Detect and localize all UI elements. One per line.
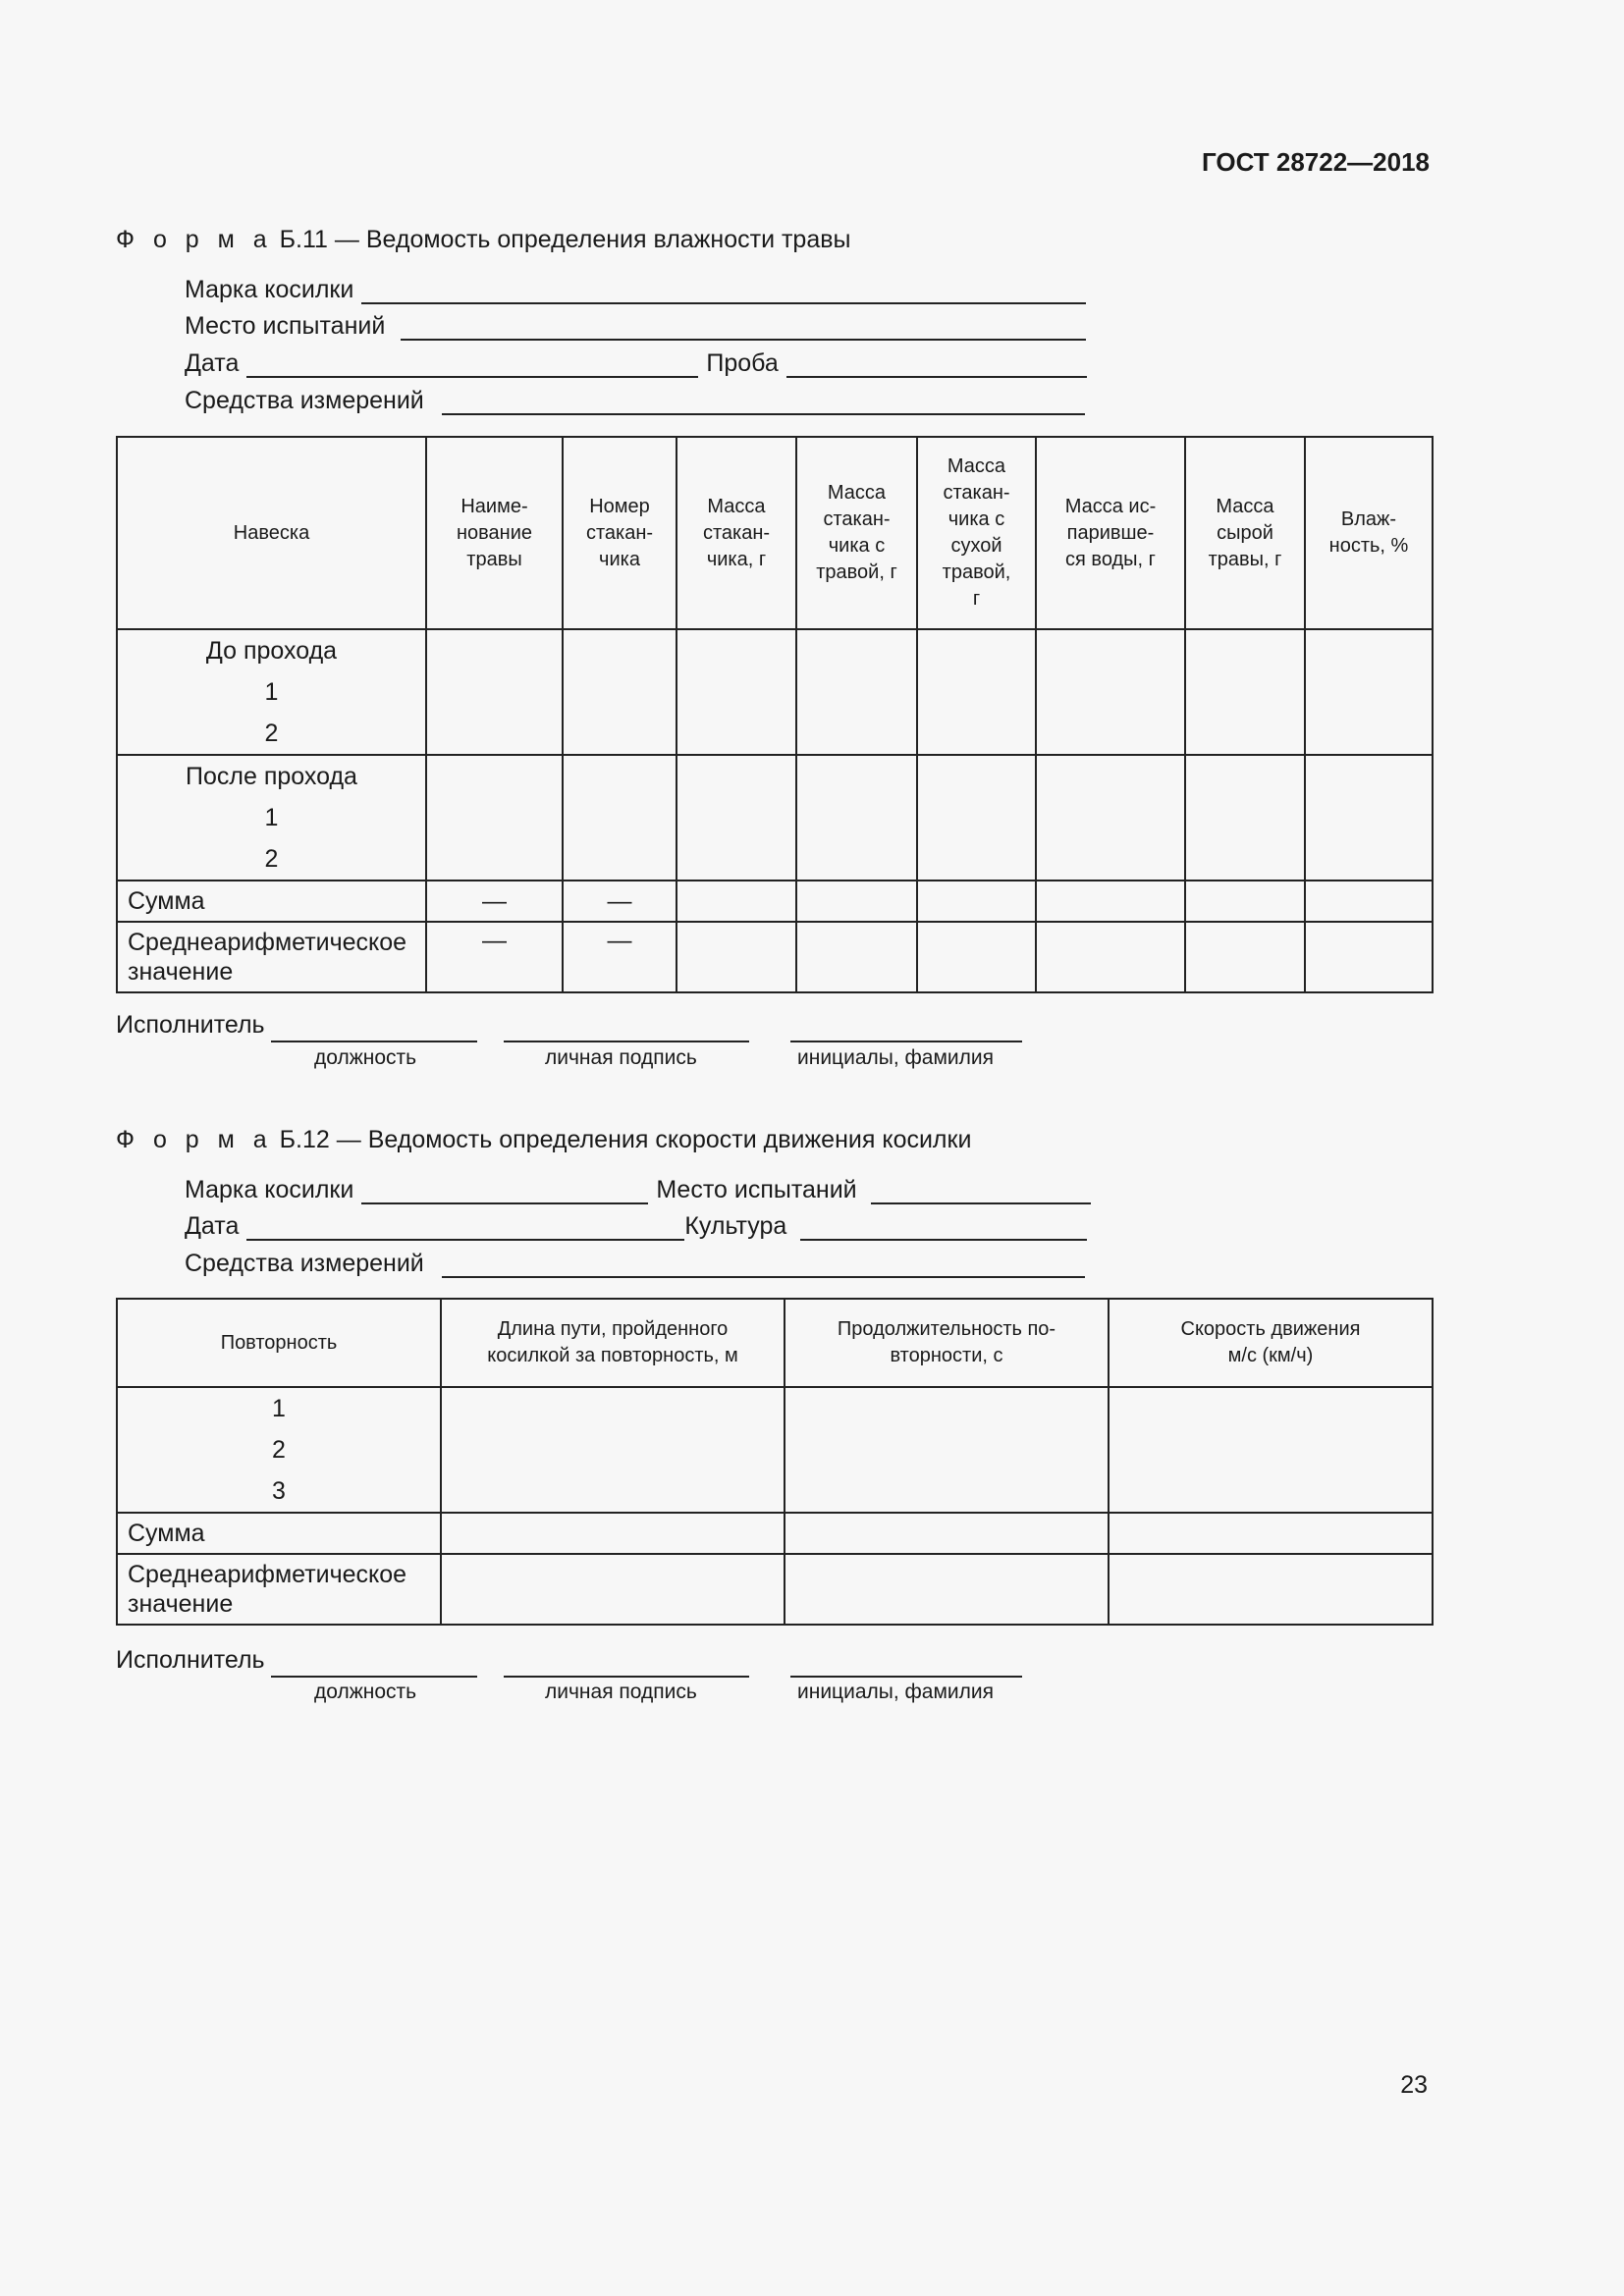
- instruments-field[interactable]: [442, 1253, 1085, 1278]
- form-12-brand-row: [185, 1173, 1091, 1204]
- table-cell[interactable]: [796, 881, 917, 922]
- place-label: Место испытаний: [656, 1176, 857, 1203]
- table-cell[interactable]: [1109, 1387, 1433, 1513]
- table-cell[interactable]: [1305, 881, 1433, 922]
- mean-label: Среднеарифметическое значение: [117, 922, 426, 992]
- crop-label: Культура: [684, 1212, 787, 1240]
- form-11-instruments-row: [185, 384, 1085, 415]
- table-cell[interactable]: [677, 755, 796, 881]
- speed-table: [116, 1298, 1434, 1626]
- executor-label: Исполнитель: [116, 1011, 265, 1039]
- col-header: Длина пути, пройденного косилкой за повторность, м: [441, 1299, 785, 1387]
- table-cell[interactable]: [796, 755, 917, 881]
- form-12-title-rest: Б.12 — Ведомость определения скорости движения косилки: [272, 1126, 972, 1153]
- table-cell[interactable]: [785, 1513, 1109, 1554]
- page-number: 23: [1400, 2071, 1428, 2099]
- brand-field[interactable]: [361, 1179, 648, 1204]
- brand-label: Марка косилки: [185, 276, 354, 303]
- date-field[interactable]: [246, 352, 698, 378]
- date-label: Дата: [185, 1212, 240, 1240]
- repeats-cell: [117, 1387, 441, 1513]
- row-label: После прохода: [186, 763, 357, 790]
- position-line[interactable]: [271, 1652, 477, 1678]
- table-cell[interactable]: [1036, 755, 1185, 881]
- table-row: [117, 1554, 1433, 1625]
- after-pass-cell: [117, 755, 426, 881]
- sum-label: Сумма: [117, 1513, 441, 1554]
- table-cell[interactable]: [677, 881, 796, 922]
- form-11-title: [116, 226, 851, 254]
- row-number: 2: [264, 720, 279, 747]
- table-cell[interactable]: [563, 755, 677, 881]
- form-11-brand-row: [185, 273, 1086, 304]
- table-cell[interactable]: [677, 922, 796, 992]
- before-pass-cell: [117, 629, 426, 755]
- table-cell[interactable]: [917, 922, 1036, 992]
- col-header: Масса стакан- чика, г: [677, 437, 796, 629]
- table-cell[interactable]: [441, 1387, 785, 1513]
- table-cell[interactable]: [1305, 755, 1433, 881]
- name-caption: инициалы, фамилия: [797, 1681, 994, 1703]
- moisture-table: [116, 436, 1434, 993]
- table-cell[interactable]: [563, 629, 677, 755]
- table-cell[interactable]: [796, 629, 917, 755]
- repeat-number: 1: [272, 1395, 286, 1422]
- dash-cell: —: [563, 922, 677, 992]
- dash-cell: —: [563, 881, 677, 922]
- form-12-title-prefix: Ф о р м а: [116, 1126, 273, 1153]
- table-cell[interactable]: [441, 1554, 785, 1625]
- sample-label: Проба: [706, 349, 779, 377]
- signature-line[interactable]: [504, 1017, 749, 1042]
- mean-label: Среднеарифметическое значение: [117, 1554, 441, 1625]
- table-row: [117, 881, 1433, 922]
- table-cell[interactable]: [426, 755, 563, 881]
- form-12-instruments-row: [185, 1247, 1085, 1278]
- table-cell[interactable]: [1185, 629, 1305, 755]
- place-field[interactable]: [401, 315, 1086, 341]
- form-12-date-row: [185, 1209, 1087, 1241]
- table-cell[interactable]: [1185, 922, 1305, 992]
- table-cell[interactable]: [1185, 755, 1305, 881]
- dash-cell: —: [426, 881, 563, 922]
- sample-field[interactable]: [786, 352, 1087, 378]
- table-cell[interactable]: [917, 755, 1036, 881]
- table-cell[interactable]: [1185, 881, 1305, 922]
- form-11-place-row: [185, 309, 1086, 341]
- form-12-title: [116, 1126, 971, 1154]
- instruments-label: Средства измерений: [185, 1250, 424, 1277]
- table-cell[interactable]: [1036, 922, 1185, 992]
- table-cell[interactable]: [1305, 922, 1433, 992]
- table-cell[interactable]: [441, 1513, 785, 1554]
- row-number: 2: [264, 845, 279, 873]
- col-header: Масса ис- паривше- ся воды, г: [1036, 437, 1185, 629]
- name-line[interactable]: [790, 1652, 1022, 1678]
- row-number: 1: [264, 678, 279, 706]
- position-line[interactable]: [271, 1017, 477, 1042]
- col-header: Масса стакан- чика с сухой травой, г: [917, 437, 1036, 629]
- col-header: Влаж- ность, %: [1305, 437, 1433, 629]
- col-header: Навеска: [117, 437, 426, 629]
- table-cell[interactable]: [796, 922, 917, 992]
- table-cell[interactable]: [1109, 1554, 1433, 1625]
- table-cell[interactable]: [1109, 1513, 1433, 1554]
- table-cell[interactable]: [1036, 629, 1185, 755]
- place-label: Место испытаний: [185, 312, 386, 340]
- col-header: Повторность: [117, 1299, 441, 1387]
- repeat-number: 3: [272, 1477, 286, 1505]
- table-row: [117, 629, 1433, 755]
- row-number: 1: [264, 804, 279, 831]
- name-line[interactable]: [790, 1017, 1022, 1042]
- position-caption: должность: [314, 1046, 417, 1069]
- signature-line[interactable]: [504, 1652, 749, 1678]
- signature-caption: личная подпись: [545, 1046, 697, 1069]
- table-row: [117, 922, 1433, 992]
- sum-label: Сумма: [117, 881, 426, 922]
- row-label: До прохода: [205, 637, 338, 665]
- place-field[interactable]: [871, 1179, 1091, 1204]
- form-11-date-row: [185, 347, 1087, 378]
- table-cell[interactable]: [1305, 629, 1433, 755]
- date-label: Дата: [185, 349, 240, 377]
- col-header: Масса стакан- чика с травой, г: [796, 437, 917, 629]
- document-code: ГОСТ 28722—2018: [1202, 147, 1430, 177]
- table-header-row: [117, 1299, 1433, 1387]
- form-11-title-prefix: Ф о р м а: [116, 226, 273, 253]
- table-cell[interactable]: [917, 629, 1036, 755]
- col-header: Скорость движения м/с (км/ч): [1109, 1299, 1433, 1387]
- table-cell[interactable]: [785, 1387, 1109, 1513]
- brand-label: Марка косилки: [185, 1176, 354, 1203]
- repeat-number: 2: [272, 1436, 286, 1464]
- name-caption: инициалы, фамилия: [797, 1046, 994, 1069]
- col-header: Наиме- нование травы: [426, 437, 563, 629]
- col-header: Масса сырой травы, г: [1185, 437, 1305, 629]
- col-header: Номер стакан- чика: [563, 437, 677, 629]
- table-row: [117, 1387, 1433, 1513]
- date-field[interactable]: [246, 1215, 684, 1241]
- table-cell[interactable]: [917, 881, 1036, 922]
- table-header-row: [117, 437, 1433, 629]
- instruments-label: Средства измерений: [185, 387, 424, 414]
- table-cell[interactable]: [677, 629, 796, 755]
- table-cell[interactable]: [785, 1554, 1109, 1625]
- col-header: Продолжительность по- вторности, с: [785, 1299, 1109, 1387]
- table-row: [117, 1513, 1433, 1554]
- form-11-title-rest: Б.11 — Ведомость определения влажности травы: [272, 226, 851, 253]
- table-cell[interactable]: [426, 629, 563, 755]
- signature-caption: личная подпись: [545, 1681, 697, 1703]
- instruments-field[interactable]: [442, 390, 1085, 415]
- dash-cell: —: [426, 922, 563, 992]
- position-caption: должность: [314, 1681, 417, 1703]
- executor-label: Исполнитель: [116, 1646, 265, 1674]
- table-row: [117, 755, 1433, 881]
- crop-field[interactable]: [800, 1215, 1087, 1241]
- brand-field[interactable]: [361, 279, 1086, 304]
- table-cell[interactable]: [1036, 881, 1185, 922]
